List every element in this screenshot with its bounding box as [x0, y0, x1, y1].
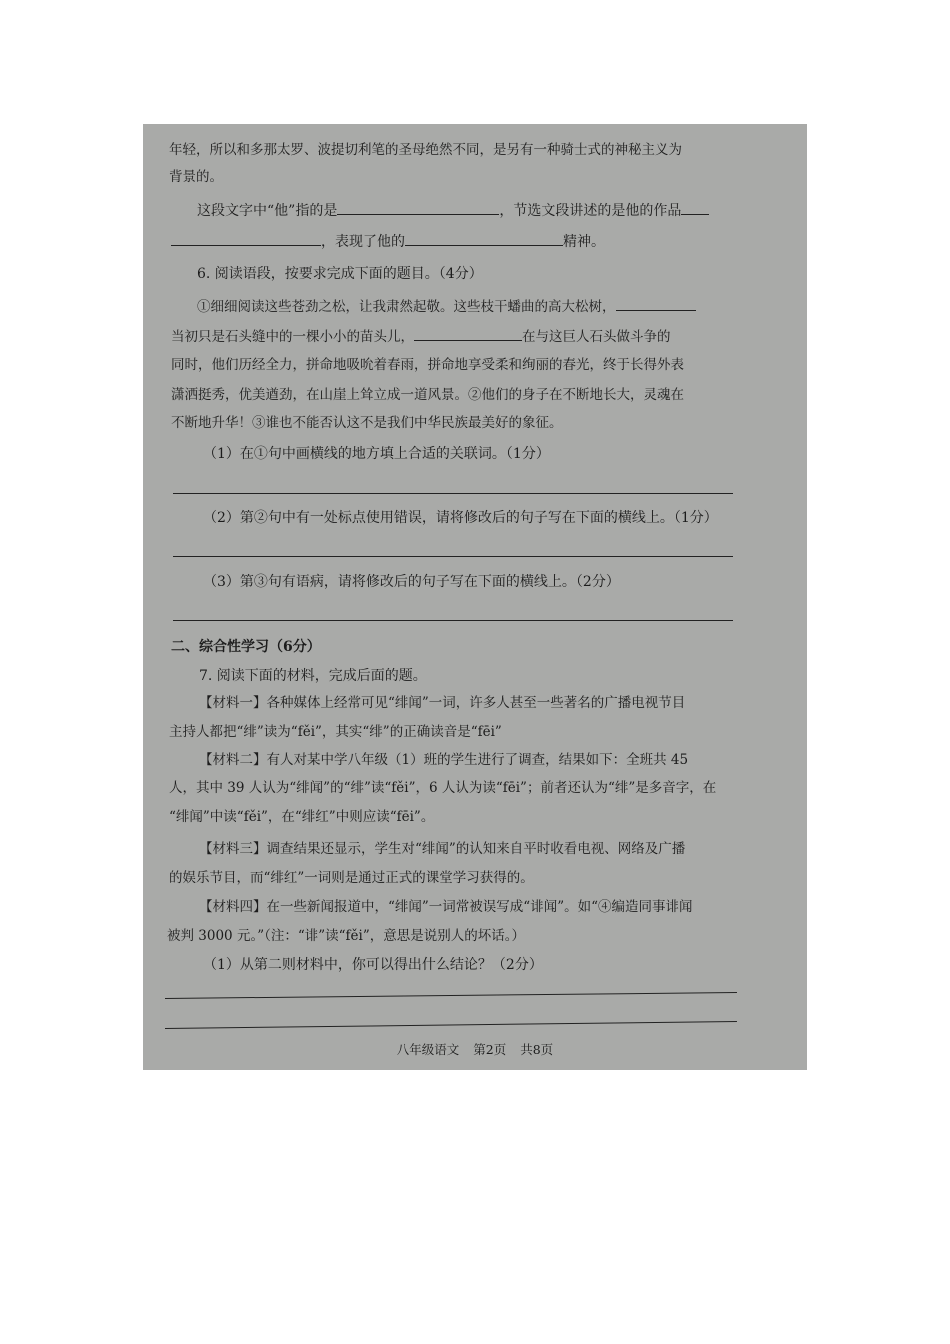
material-line: 【材料一】各种媒体上经常可见“绯闻”一词，许多人甚至一些著名的广播电视节目 [199, 695, 686, 711]
footer-page-number: 第2页 [473, 1042, 507, 1057]
answer-line[interactable] [173, 493, 733, 494]
question-text: ，表现了他的 [321, 234, 405, 250]
sub-question-2: （2）第②句中有一处标点使用错误，请将修改后的句子写在下面的横线上。（1分） [203, 510, 718, 526]
answer-blank[interactable] [171, 231, 321, 246]
answer-line[interactable] [173, 556, 733, 557]
question-7-title: 7. 阅读下面的材料，完成后面的题。 [199, 668, 427, 684]
material-line: 的娱乐节目，而“绯红”一词则是通过正式的课堂学习获得的。 [169, 870, 534, 886]
material-line: 主持人都把“绯”读为“fěi”，其实“绯”的正确读音是“fēi” [169, 724, 502, 740]
passage-line: 潇洒挺秀，优美遒劲，在山崖上耸立成一道风景。②他们的身子在不断地长大，灵魂在 [171, 387, 684, 403]
answer-blank[interactable] [414, 326, 522, 341]
sub-question-3: （3）第③句有语病，请将修改后的句子写在下面的横线上。（2分） [203, 574, 620, 590]
question-text: 精神。 [563, 234, 605, 250]
answer-blank[interactable] [405, 231, 563, 246]
exam-page-scan [143, 124, 807, 1070]
passage-line: 背景的。 [169, 169, 223, 185]
material-line: 【材料三】调查结果还显示，学生对“绯闻”的认知来自平时收看电视、网络及广播 [199, 841, 686, 857]
material-line: 【材料四】在一些新闻报道中，“绯闻”一词常被误写成“诽闻”。如“④编造同事诽闻 [199, 899, 693, 915]
material-line: “绯闻”中读“fěi”，在“绯红”中则应读“fēi”。 [169, 809, 435, 825]
answer-line[interactable] [165, 992, 737, 999]
question-text: 这段文字中“他”指的是 [197, 203, 338, 219]
page-footer [143, 1040, 807, 1058]
material-line: 【材料二】有人对某中学八年级（1）班的学生进行了调查，结果如下：全班共 45 [199, 752, 689, 768]
sub-question-1: （1）从第二则材料中，你可以得出什么结论？（2分） [203, 957, 543, 973]
passage-line: 同时，他们历经全力，拼命地吸吮着春雨，拼命地享受柔和绚丽的春光，终于长得外表 [171, 357, 684, 373]
answer-line[interactable] [165, 1021, 737, 1029]
question-6-title: 6. 阅读语段，按要求完成下面的题目。（4分） [197, 266, 483, 282]
section-heading: 二、综合性学习（6分） [171, 639, 321, 655]
passage-text: 当初只是石头缝中的一棵小小的苗头儿， [171, 329, 414, 345]
question-5-line-2 [171, 231, 605, 251]
material-line: 被判 3000 元。”（注：“诽”读“fěi”，意思是说别人的坏话。） [167, 928, 525, 944]
passage-line [171, 326, 671, 346]
question-5-line-1 [197, 200, 709, 220]
passage-line: 不断地升华！③谁也不能否认这不是我们中华民族最美好的象征。 [171, 415, 563, 431]
passage-text: 在与这巨人石头做斗争的 [522, 329, 671, 345]
passage-line [197, 296, 696, 316]
question-text: ，节选文段讲述的是他的作品 [499, 203, 682, 219]
passage-text: ①细细阅读这些苍劲之松，让我肃然起敬。这些枝干蟠曲的高大松树， [197, 299, 616, 315]
passage-line: 年轻，所以和多那太罗、波提切利笔的圣母绝然不同，是另有一种骑士式的神秘主义为 [169, 142, 682, 158]
sub-question-1: （1）在①句中画横线的地方填上合适的关联词。（1分） [203, 446, 550, 462]
answer-blank[interactable] [681, 200, 709, 215]
answer-blank[interactable] [337, 200, 499, 215]
answer-line[interactable] [173, 620, 733, 621]
material-line: 人，其中 39 人认为“绯闻”的“绯”读“fěi”，6 人认为读“fēi”；前者还认为“绯”是多音字，在 [169, 780, 717, 796]
footer-subject: 八年级语文 [396, 1042, 460, 1057]
answer-blank[interactable] [616, 296, 696, 311]
footer-total-pages: 共8页 [520, 1042, 554, 1057]
